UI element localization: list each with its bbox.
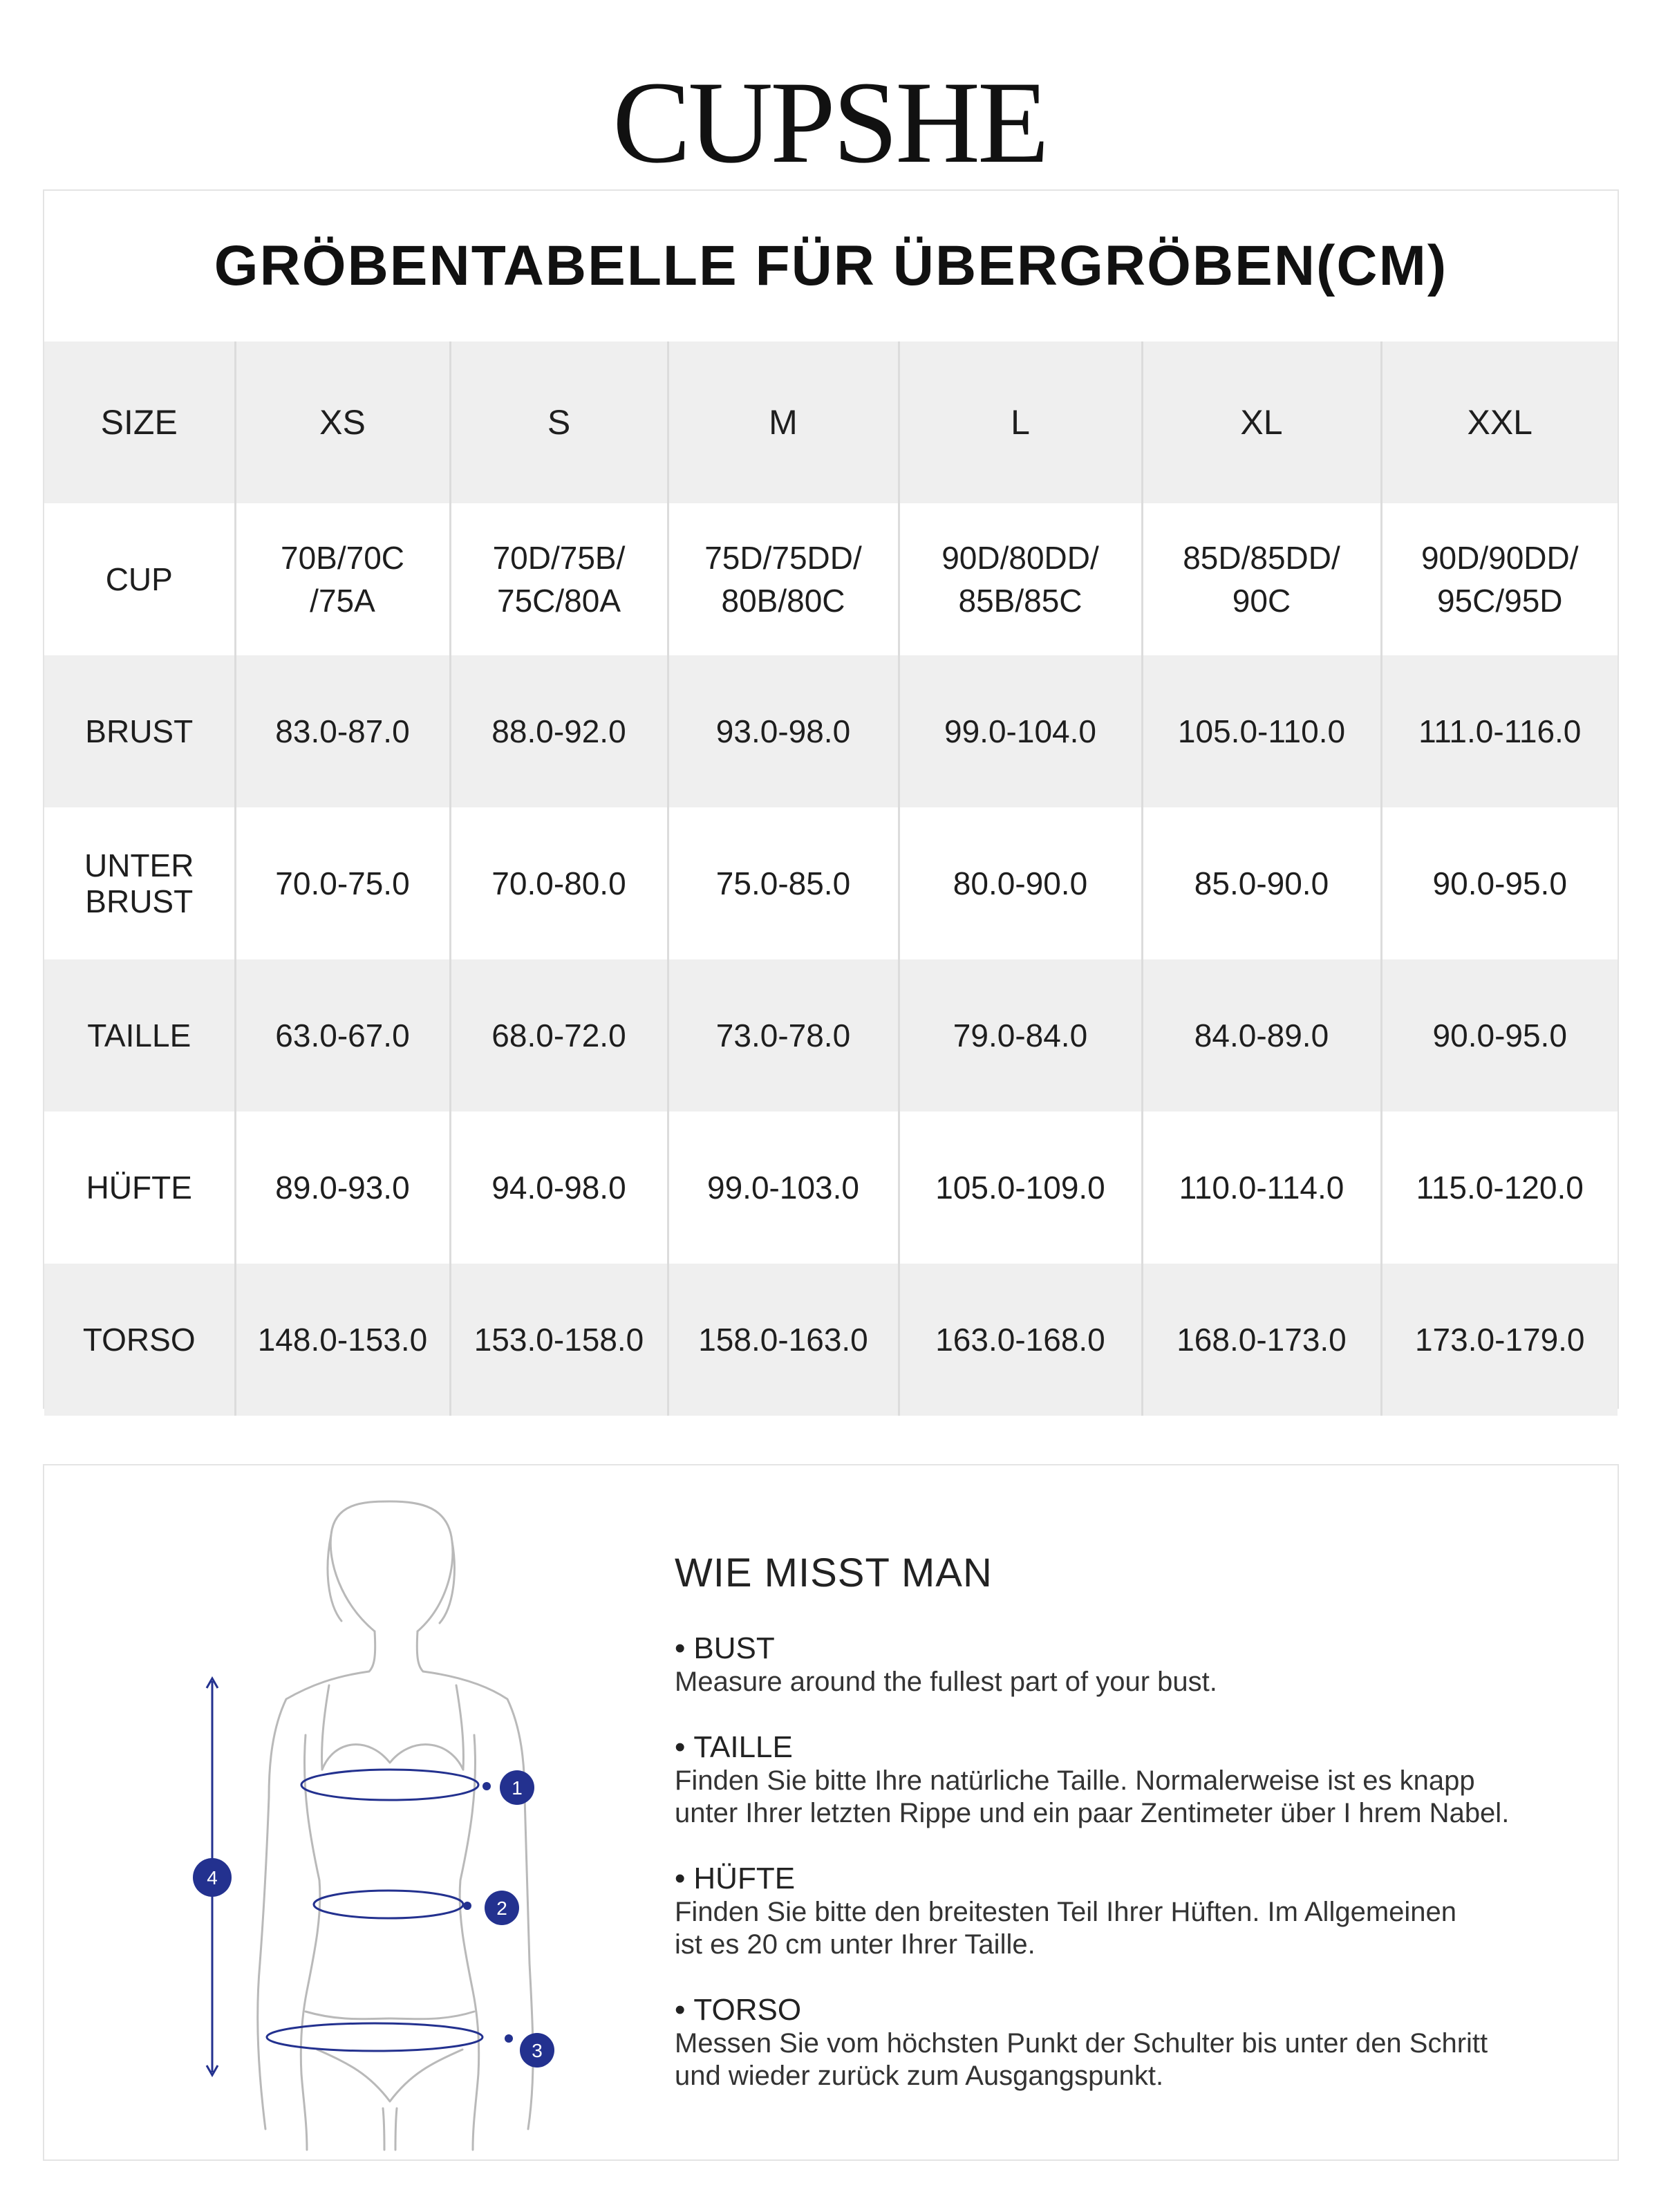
table-cell bbox=[450, 655, 668, 807]
cell-line: 90D/90DD/ bbox=[1421, 540, 1579, 576]
bra-straps bbox=[322, 1685, 464, 1770]
marker-2-label: 2 bbox=[496, 1897, 507, 1919]
body-figure-illustration bbox=[44, 1465, 666, 2157]
cell-line: /75A bbox=[310, 583, 375, 619]
table-cell bbox=[235, 655, 450, 807]
guide-item-heading bbox=[675, 1993, 1573, 2027]
guide-item-description bbox=[675, 1666, 1573, 1698]
table-cell bbox=[235, 959, 450, 1112]
cell-line: 105.0-109.0 bbox=[935, 1170, 1105, 1206]
row-label-line: BRUST bbox=[85, 883, 194, 919]
cell-line: 84.0-89.0 bbox=[1194, 1018, 1329, 1053]
cell-line: 75C/80A bbox=[496, 583, 621, 619]
guide-item-description bbox=[675, 1765, 1573, 1830]
cell-line: 70B/70C bbox=[280, 540, 404, 576]
table-cell bbox=[668, 503, 899, 655]
table-cell bbox=[235, 807, 450, 959]
cell-line: 163.0-168.0 bbox=[935, 1322, 1105, 1358]
table-cell bbox=[1142, 959, 1381, 1112]
cell-line: 90.0-95.0 bbox=[1432, 1018, 1567, 1053]
cell-line: 73.0-78.0 bbox=[715, 1018, 851, 1053]
table-cell bbox=[899, 959, 1142, 1112]
table-cell bbox=[668, 807, 899, 959]
cell-line: 80.0-90.0 bbox=[953, 865, 1088, 901]
cell-line: 70.0-80.0 bbox=[491, 865, 626, 901]
cell-line: 153.0-158.0 bbox=[474, 1322, 644, 1358]
table-cell bbox=[235, 1112, 450, 1264]
table-cell bbox=[450, 1264, 668, 1416]
table-cell bbox=[668, 1112, 899, 1264]
row-label-line: BRUST bbox=[85, 713, 194, 749]
size-table bbox=[44, 341, 1618, 1416]
table-cell bbox=[1381, 655, 1618, 807]
table-cell bbox=[1142, 807, 1381, 959]
table-cell bbox=[1381, 503, 1618, 655]
guide-item-heading bbox=[675, 1730, 1573, 1765]
size-label-m: M bbox=[668, 341, 899, 503]
legs-outline bbox=[301, 2074, 478, 2150]
table-cell bbox=[450, 1112, 668, 1264]
table-cell bbox=[235, 503, 450, 655]
cell-line: 83.0-87.0 bbox=[275, 713, 410, 749]
table-cell bbox=[1381, 807, 1618, 959]
row-label bbox=[44, 807, 235, 959]
bullet-icon: • bbox=[675, 1631, 686, 1665]
table-cell bbox=[1142, 503, 1381, 655]
table-cell bbox=[899, 1264, 1142, 1416]
cell-line: 148.0-153.0 bbox=[257, 1322, 428, 1358]
marker-4-label: 4 bbox=[207, 1867, 218, 1888]
table-cell bbox=[450, 503, 668, 655]
cell-line: 70.0-75.0 bbox=[275, 865, 410, 901]
guide-item-huefte bbox=[675, 1862, 1573, 1961]
cell-line: 99.0-103.0 bbox=[707, 1170, 859, 1206]
marker-3-label: 3 bbox=[532, 2040, 543, 2061]
description-line: Messen Sie vom höchsten Punkt der Schulter bis unter den Schritt bbox=[675, 2028, 1488, 2059]
table-cell bbox=[668, 1264, 899, 1416]
description-line: ist es 20 cm unter Ihrer Taille. bbox=[675, 1929, 1035, 1960]
guide-item-torso bbox=[675, 1993, 1573, 2092]
table-cell bbox=[1381, 1264, 1618, 1416]
head-outline bbox=[330, 1501, 453, 1631]
row-label bbox=[44, 1264, 235, 1416]
row-label bbox=[44, 655, 235, 807]
guide-item-heading-text: TAILLE bbox=[693, 1730, 793, 1764]
row-label-line: CUP bbox=[105, 561, 173, 597]
row-label-line: HÜFTE bbox=[86, 1170, 192, 1206]
cell-line: 63.0-67.0 bbox=[275, 1018, 410, 1053]
description-line: Finden Sie bitte den breitesten Teil Ihrer Hüften. Im Allgemeinen bbox=[675, 1897, 1457, 1927]
guide-item-heading-text: TORSO bbox=[693, 1993, 802, 2027]
row-label-line: TAILLE bbox=[87, 1018, 191, 1053]
guide-item-description bbox=[675, 1896, 1573, 1961]
bullet-icon: • bbox=[675, 1862, 686, 1895]
cell-line: 75D/75DD/ bbox=[704, 540, 862, 576]
table-cell bbox=[668, 655, 899, 807]
bullet-icon: • bbox=[675, 1730, 686, 1764]
table-cell bbox=[1142, 1112, 1381, 1264]
measurement-guide bbox=[43, 1464, 1619, 2161]
size-label-s: S bbox=[450, 341, 668, 503]
size-column-header: SIZE bbox=[44, 341, 235, 503]
table-cell bbox=[1142, 1264, 1381, 1416]
cell-line: 110.0-114.0 bbox=[1179, 1170, 1344, 1206]
row-label-line: UNTER bbox=[84, 847, 194, 883]
size-label-xxl: XXL bbox=[1381, 341, 1618, 503]
cell-line: 99.0-104.0 bbox=[944, 713, 1096, 749]
table-row bbox=[44, 655, 1618, 807]
guide-item-bust bbox=[675, 1631, 1573, 1698]
size-label-l: L bbox=[899, 341, 1142, 503]
waist-ring-dot bbox=[463, 1902, 471, 1910]
cell-line: 173.0-179.0 bbox=[1414, 1322, 1585, 1358]
cell-line: 90D/80DD/ bbox=[941, 540, 1099, 576]
table-row bbox=[44, 1112, 1618, 1264]
description-line: Finden Sie bitte Ihre natürliche Taille. Normalerweise ist es knapp bbox=[675, 1765, 1475, 1796]
table-row bbox=[44, 503, 1618, 655]
bust-ring bbox=[301, 1770, 478, 1800]
table-cell bbox=[899, 503, 1142, 655]
table-cell bbox=[899, 807, 1142, 959]
bust-ring-dot bbox=[482, 1782, 491, 1790]
size-label-xs: XS bbox=[235, 341, 450, 503]
hip-ring-dot bbox=[505, 2034, 513, 2043]
cell-line: 93.0-98.0 bbox=[715, 713, 851, 749]
table-cell bbox=[668, 959, 899, 1112]
cell-line: 89.0-93.0 bbox=[275, 1170, 410, 1206]
size-header-row bbox=[44, 341, 1618, 503]
neck-outline bbox=[369, 1631, 423, 1671]
left-torso-outline bbox=[301, 1735, 320, 2074]
cell-line: 80B/80C bbox=[721, 583, 845, 619]
cell-line: 90.0-95.0 bbox=[1432, 865, 1567, 901]
bullet-icon: • bbox=[675, 1993, 686, 2027]
bra-cups bbox=[322, 1745, 463, 1770]
cell-line: 168.0-173.0 bbox=[1177, 1322, 1347, 1358]
guide-item-heading-text: BUST bbox=[693, 1631, 775, 1665]
brand-logo: CUPSHE bbox=[612, 57, 1047, 187]
cell-line: 85B/85C bbox=[958, 583, 1082, 619]
description-line: Measure around the fullest part of your bust. bbox=[675, 1667, 1217, 1697]
size-chart bbox=[43, 189, 1619, 1409]
hip-ring bbox=[267, 2023, 482, 2051]
table-row bbox=[44, 959, 1618, 1112]
guide-item-taille bbox=[675, 1730, 1573, 1830]
guide-item-heading bbox=[675, 1862, 1573, 1896]
table-row bbox=[44, 807, 1618, 959]
guide-item-heading bbox=[675, 1631, 1573, 1666]
cell-line: 115.0-120.0 bbox=[1416, 1170, 1584, 1206]
table-cell bbox=[450, 807, 668, 959]
cell-line: 95C/95D bbox=[1436, 583, 1563, 619]
row-label bbox=[44, 503, 235, 655]
cell-line: 68.0-72.0 bbox=[491, 1018, 626, 1053]
cell-line: 94.0-98.0 bbox=[491, 1170, 626, 1206]
cell-line: 88.0-92.0 bbox=[491, 713, 626, 749]
table-cell bbox=[899, 1112, 1142, 1264]
row-label bbox=[44, 959, 235, 1112]
cell-line: 111.0-116.0 bbox=[1418, 713, 1582, 749]
size-label-xl: XL bbox=[1142, 341, 1381, 503]
cell-line: 158.0-163.0 bbox=[698, 1322, 868, 1358]
size-chart-title: GRÖBENTABELLE FÜR ÜBERGRÖBEN(CM) bbox=[214, 234, 1448, 297]
left-arm-outline bbox=[258, 1671, 369, 2129]
cell-line: 85.0-90.0 bbox=[1194, 865, 1329, 901]
guide-item-description bbox=[675, 2027, 1573, 2092]
cell-line: 85D/85DD/ bbox=[1183, 540, 1340, 576]
table-row bbox=[44, 1264, 1618, 1416]
table-cell bbox=[450, 959, 668, 1112]
cell-line: 79.0-84.0 bbox=[953, 1018, 1088, 1053]
guide-title: WIE MISST MAN bbox=[675, 1550, 993, 1595]
table-cell bbox=[1381, 959, 1618, 1112]
table-cell bbox=[899, 655, 1142, 807]
row-label-line: TORSO bbox=[82, 1322, 196, 1358]
waist-ring bbox=[314, 1891, 463, 1918]
cell-line: 90C bbox=[1232, 583, 1291, 619]
cell-line: 75.0-85.0 bbox=[715, 865, 851, 901]
guide-item-heading-text: HÜFTE bbox=[693, 1862, 796, 1895]
cell-line: 105.0-110.0 bbox=[1177, 713, 1346, 749]
table-cell bbox=[235, 1264, 450, 1416]
description-line: unter Ihrer letzten Rippe und ein paar Zentimeter über I hrem Nabel. bbox=[675, 1798, 1510, 1828]
row-label bbox=[44, 1112, 235, 1264]
table-cell bbox=[1142, 655, 1381, 807]
table-cell bbox=[1381, 1112, 1618, 1264]
cell-line: 70D/75B/ bbox=[492, 540, 626, 576]
marker-1-label: 1 bbox=[512, 1777, 523, 1799]
description-line: und wieder zurück zum Ausgangspunkt. bbox=[675, 2061, 1164, 2091]
